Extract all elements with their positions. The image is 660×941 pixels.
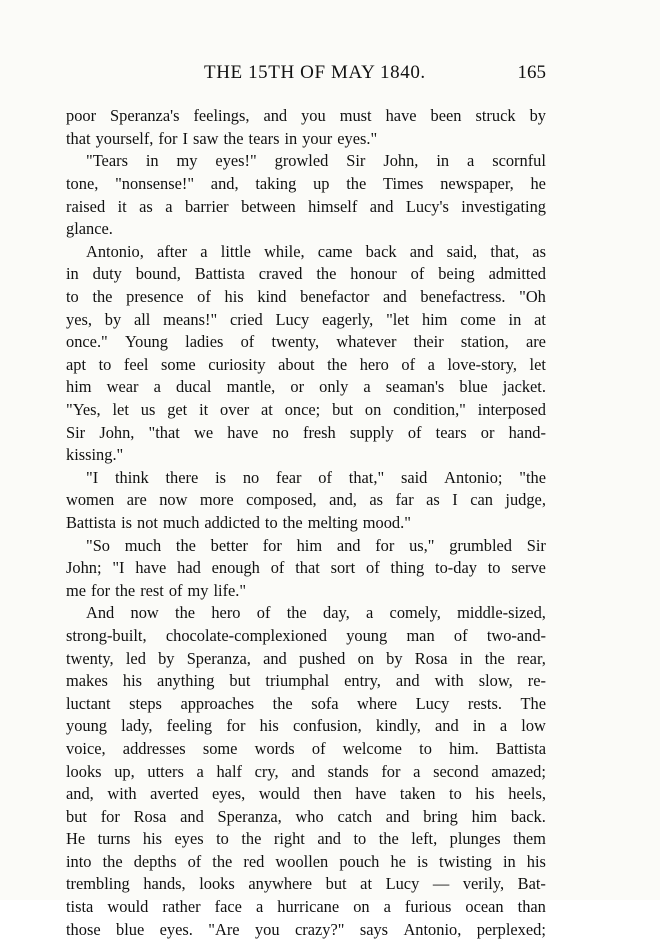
text-line: makes his anything but triumphal entry, and with slow, re-	[66, 671, 546, 691]
text-line: young lady, feeling for his confusion, kindly, and in a low	[66, 716, 546, 736]
text-line: once." Young ladies of twenty, whatever their station, are	[66, 332, 546, 352]
text-line: "I think there is no fear of that," said Antonio; "the	[86, 467, 546, 487]
text-line: him wear a ducal mantle, or only a seaman's blue jacket.	[66, 377, 546, 397]
text-line: "Yes, let us get it over at once; but on condition," interposed	[66, 400, 546, 420]
text-line: twenty, led by Speranza, and pushed on by Rosa in the rear,	[66, 648, 546, 668]
text-line: me for the rest of my life."	[66, 580, 247, 600]
text-line: in duty bound, Battista craved the honour of being admitted	[66, 264, 546, 284]
text-line: Antonio, after a little while, came back and said, that, as	[86, 241, 546, 261]
running-title: THE 15TH OF MAY 1840.	[204, 62, 426, 83]
text-line: women are now more composed, and, as far as I can judge,	[66, 490, 546, 510]
text-line: but for Rosa and Speranza, who catch and bring him back.	[66, 806, 546, 826]
text-line: and, with averted eyes, would then have taken to his heels,	[66, 784, 546, 804]
text-line: to the presence of his kind benefactor and benefactress. "Oh	[66, 287, 546, 307]
page-number: 165	[517, 62, 546, 83]
text-line: John; "I have had enough of that sort of thing to-day to serve	[66, 558, 546, 578]
body-text	[66, 105, 546, 941]
text-line: Battista is not much addicted to the melting mood."	[66, 512, 411, 532]
text-line: into the depths of the red woollen pouch he is twisting in his	[66, 851, 546, 871]
text-line: strong-built, chocolate-complexioned young man of two-and-	[66, 625, 546, 645]
text-line: tista would rather face a hurricane on a furious ocean than	[66, 897, 546, 917]
text-line: looks up, utters a half cry, and stands for a second amazed;	[66, 761, 546, 781]
text-line: "So much the better for him and for us," grumbled Sir	[86, 535, 546, 555]
text-line: glance.	[66, 219, 113, 239]
text-line: apt to feel some curiosity about the hero of a love-story, let	[66, 354, 546, 374]
text-line: raised it as a barrier between himself and Lucy's investigating	[66, 196, 546, 216]
text-line: poor Speranza's feelings, and you must have been struck by	[66, 106, 546, 126]
text-line: luctant steps approaches the sofa where Lucy rests. The	[66, 693, 546, 713]
text-line: He turns his eyes to the right and to the left, plunges them	[66, 829, 546, 849]
text-line: kissing."	[66, 445, 124, 465]
text-line: And now the hero of the day, a comely, middle-sized,	[86, 603, 546, 623]
text-line: those blue eyes. "Are you crazy?" says Antonio, perplexed;	[66, 919, 546, 939]
text-line: "Tears in my eyes!" growled Sir John, in a scornful	[86, 151, 546, 171]
text-line: voice, addresses some words of welcome to him. Battista	[66, 738, 546, 758]
text-line: trembling hands, looks anywhere but at Lucy — verily, Bat-	[66, 874, 546, 894]
text-line: that yourself, for I saw the tears in your eyes."	[66, 128, 378, 148]
page-header	[66, 62, 546, 92]
text-line: Sir John, "that we have no fresh supply of tears or hand-	[66, 422, 546, 442]
text-line: yes, by all means!" cried Lucy eagerly, "let him come in at	[66, 309, 546, 329]
text-line: tone, "nonsense!" and, taking up the Times newspaper, he	[66, 174, 546, 194]
